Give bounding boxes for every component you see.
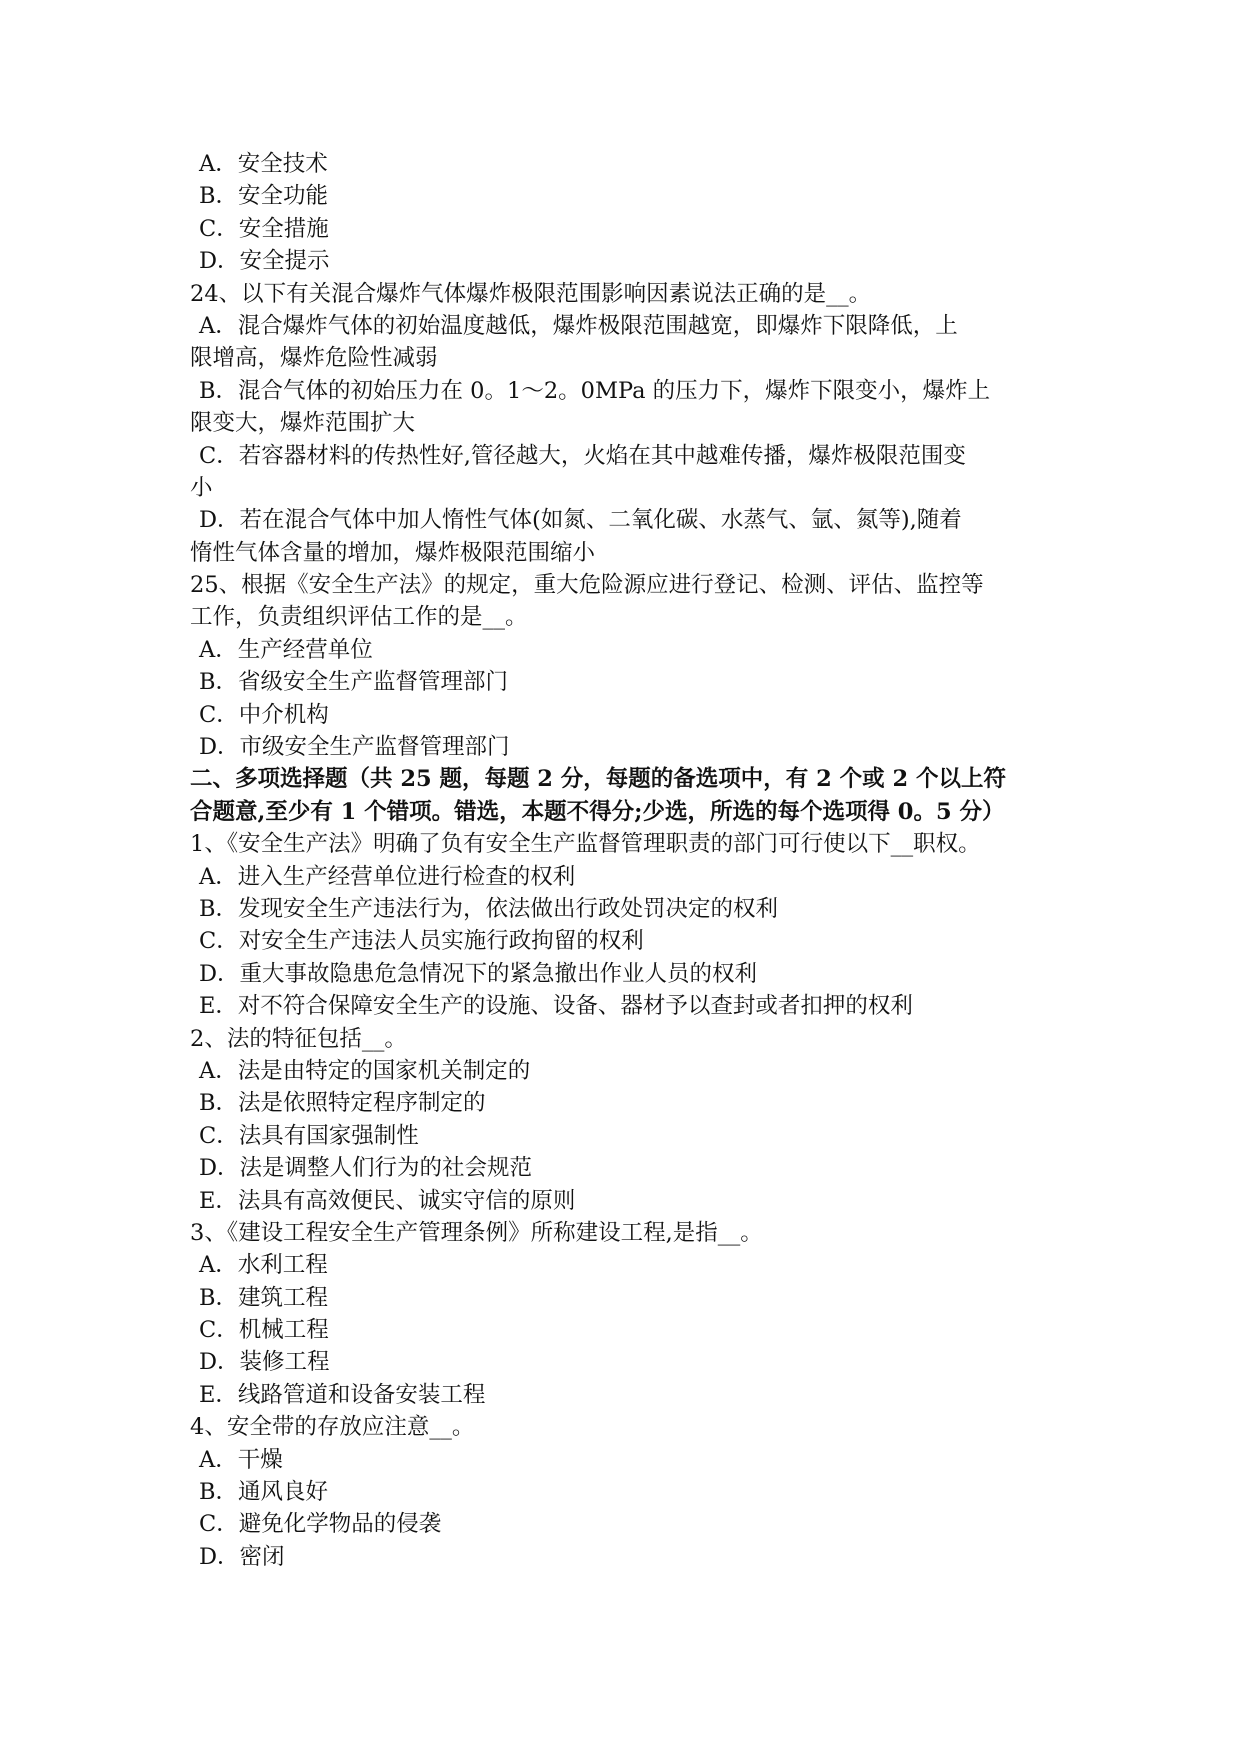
option-line: C．法具有国家强制性: [199, 1122, 419, 1149]
option-line: C．对安全生产违法人员实施行政拘留的权利: [199, 928, 644, 955]
option-line: D．重大事故隐患危急情况下的紧急撤出作业人员的权利: [199, 960, 758, 987]
option-line: D．市级安全生产监督管理部门: [199, 734, 510, 761]
section-heading: 二、多项选择题（共 25 题，每题 2 分，每题的备选项中，有 2 个或 2 个以上符: [190, 766, 1006, 793]
question-line: 25、根据《安全生产法》的规定，重大危险源应进行登记、检测、评估、监控等: [190, 572, 984, 599]
option-line: E．法具有高效便民、诚实守信的原则: [199, 1187, 576, 1214]
document-page: [190, 148, 1070, 1573]
option-line: B．建筑工程: [199, 1284, 329, 1311]
wrapped-line: 工作，负责组织评估工作的是__。: [190, 604, 528, 631]
question-line: 3、《建设工程安全生产管理条例》所称建设工程,是指__。: [190, 1219, 763, 1246]
wrapped-line: 限增高，爆炸危险性减弱: [190, 345, 438, 372]
section-heading: 合题意,至少有 1 个错项。错选，本题不得分;少选，所选的每个选项得 0。5 分）: [190, 798, 1005, 825]
question-line: 1、《安全生产法》明确了负有安全生产监督管理职责的部门可行使以下__职权。: [190, 831, 981, 858]
wrapped-line: 限变大，爆炸范围扩大: [190, 410, 416, 437]
option-line: B．通风良好: [199, 1479, 329, 1506]
option-line: A．进入生产经营单位进行检查的权利: [199, 863, 576, 890]
option-line: D．法是调整人们行为的社会规范: [199, 1155, 533, 1182]
question-line: 24、以下有关混合爆炸气体爆炸极限范围影响因素说法正确的是__。: [190, 280, 872, 307]
option-line: A．水利工程: [199, 1252, 328, 1279]
option-line: C．机械工程: [199, 1317, 329, 1344]
option-line: A．安全技术: [199, 151, 328, 177]
option-line: C．避免化学物品的侵袭: [199, 1511, 442, 1538]
option-line: D．密闭: [199, 1543, 285, 1570]
question-line: 4、安全带的存放应注意__。: [190, 1414, 475, 1441]
option-line: A．混合爆炸气体的初始温度越低，爆炸极限范围越宽，即爆炸下限降低，上: [199, 312, 958, 339]
option-line: D．若在混合气体中加人惰性气体(如氮、二氧化碳、水蒸气、氩、氮等),随着: [199, 507, 962, 534]
option-line: B．发现安全生产违法行为，依法做出行政处罚决定的权利: [199, 895, 779, 922]
option-line: D．安全提示: [199, 248, 330, 275]
option-line: B．法是依照特定程序制定的: [199, 1090, 486, 1117]
option-line: B．混合气体的初始压力在 0。1～2。0MPa 的压力下，爆炸下限变小，爆炸上: [199, 377, 991, 404]
option-line: C．若容器材料的传热性好,管径越大，火焰在其中越难传播，爆炸极限范围变: [199, 442, 966, 469]
option-line: C．中介机构: [199, 701, 329, 728]
question-line: 2、法的特征包括__。: [190, 1025, 407, 1052]
option-line: A．生产经营单位: [199, 636, 373, 663]
option-line: A．干燥: [199, 1446, 283, 1473]
option-line: A．法是由特定的国家机关制定的: [199, 1057, 531, 1084]
option-line: B．安全功能: [199, 183, 329, 210]
option-line: E．对不符合保障安全生产的设施、设备、器材予以查封或者扣押的权利: [199, 993, 913, 1020]
option-line: D．装修工程: [199, 1349, 330, 1376]
wrapped-line: 小: [190, 474, 213, 501]
option-line: B．省级安全生产监督管理部门: [199, 669, 509, 696]
wrapped-line: 惰性气体含量的增加，爆炸极限范围缩小: [190, 539, 596, 566]
option-line: E．线路管道和设备安装工程: [199, 1381, 486, 1408]
option-line: C．安全措施: [199, 215, 329, 242]
